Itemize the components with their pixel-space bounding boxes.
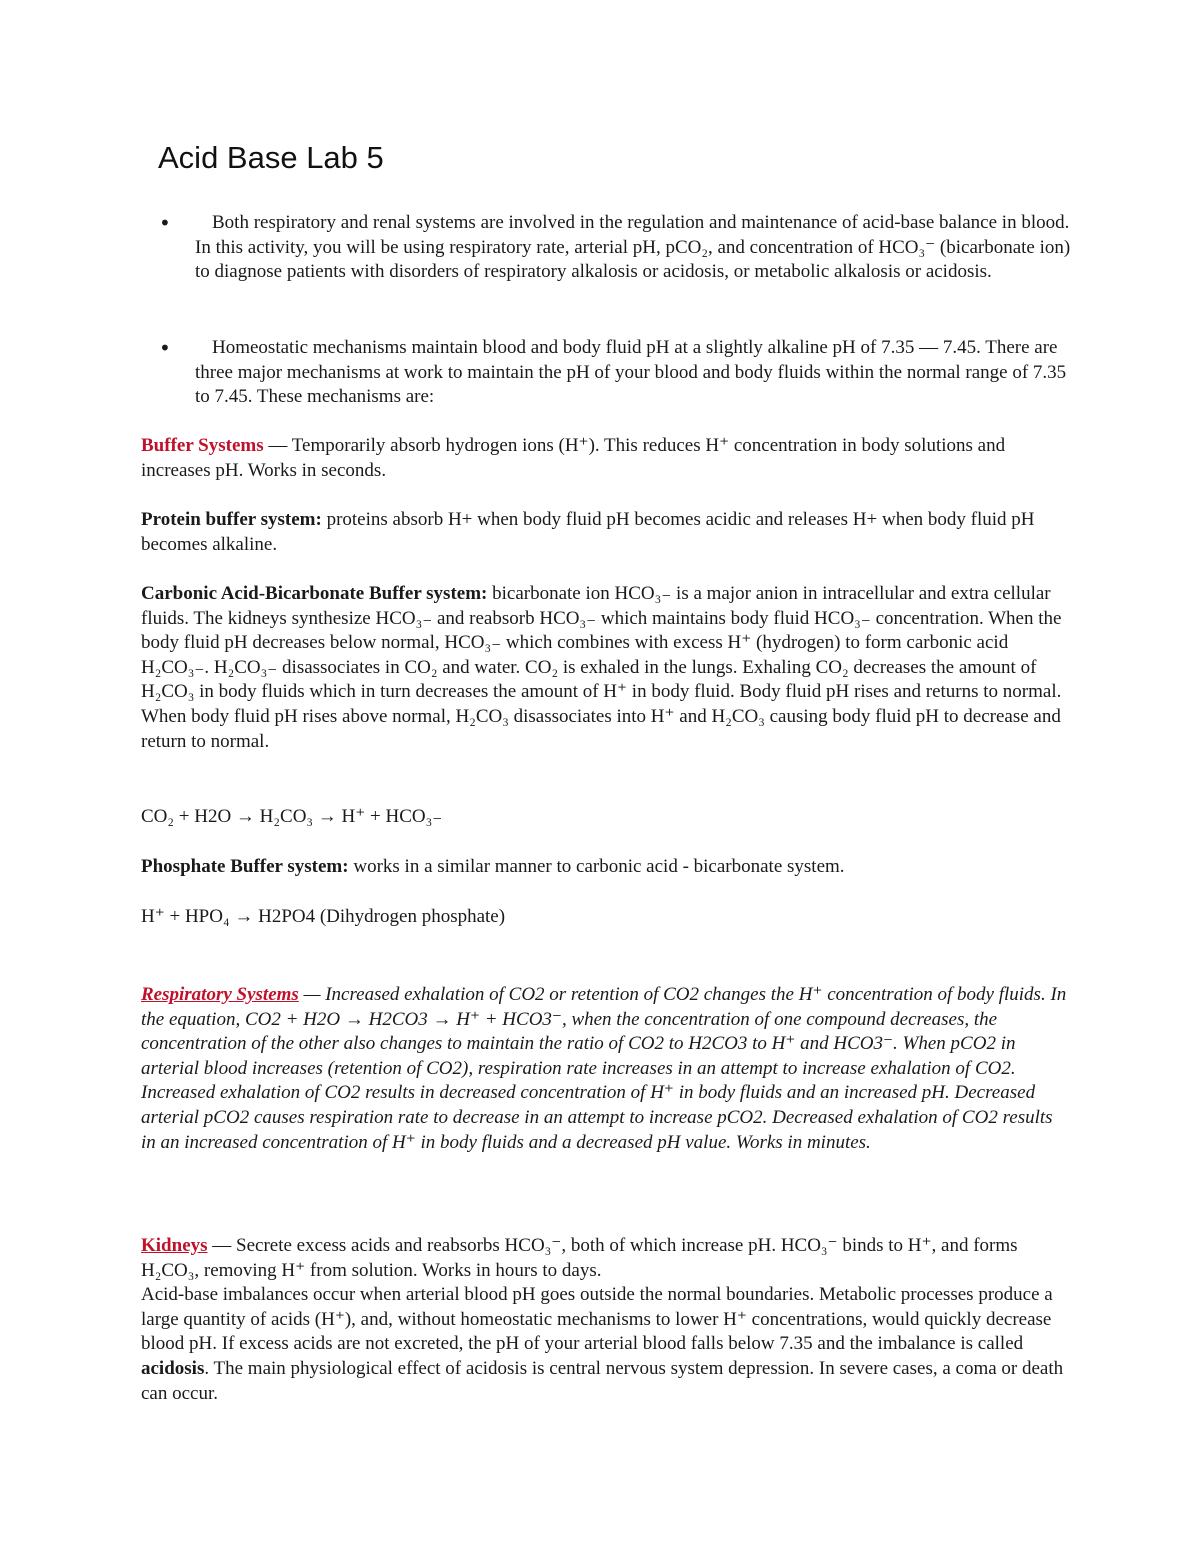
buffer-systems-paragraph xyxy=(141,434,1071,483)
acidosis-term: acidosis xyxy=(141,1357,205,1379)
bullet-item-1 xyxy=(159,211,1075,285)
bullet-icon: • xyxy=(159,211,171,235)
bullet-text: Both respiratory and renal systems are involved in the regulation and maintenance of acid-base balance in blood. In this activity, you will be using respiratory rate, arterial pH, pCO₂, and concentration of HCO₃⁻ (bicarbonate ion) to diagnose patients with disorders of respiratory alkalosis or acidosis, or metabolic alkalosis or acidosis. xyxy=(195,212,1071,283)
buffer-systems-text: — Temporarily absorb hydrogen ions (H⁺). This reduces H⁺ concentration in body solutions and increases pH. Works in seconds. xyxy=(141,435,1006,481)
phosphate-buffer-paragraph xyxy=(141,855,1071,880)
phosphate-buffer-heading: Phosphate Buffer system: xyxy=(141,856,349,877)
protein-buffer-text: proteins absorb H+ when body fluid pH becomes acidic and releases H+ when body fluid pH becomes alkaline. xyxy=(141,509,1035,555)
protein-buffer-paragraph xyxy=(141,508,1071,557)
carbonic-buffer-paragraph xyxy=(141,582,1071,754)
protein-buffer-heading: Protein buffer system: xyxy=(141,509,322,530)
carbonic-buffer-text: bicarbonate ion HCO₃₋ is a major anion in intracellular and extra cellular fluids. The kidneys synthesize HCO₃₋ and reabsorb HCO₃₋ which maintains body fluid HCO₃₋ concentration. When the body fluid pH decreases below normal, HCO₃₋ which combines with excess H⁺ (hydrogen) to form carbonic acid H₂CO₃₋. H₂CO₃₋ disassociates in CO₂ and water. CO₂ is exhaled in the lungs. Exhaling CO₂ decreases the amount of H₂CO₃ in body fluids which in turn decreases the amount of H⁺ in body fluid. Body fluid pH rises and returns to normal. When body fluid pH rises above normal, H₂CO₃ disassociates into H⁺ and H₂CO₃ causing body fluid pH to decrease and return to normal. xyxy=(141,583,1062,752)
kidneys-text: — Secrete excess acids and reabsorbs HCO₃⁻, both of which increase pH. HCO₃⁻ binds to H⁺, and forms H₂CO₃, removing H⁺ from solution. Works in hours to days. xyxy=(141,1235,1018,1281)
carbonic-buffer-heading: Carbonic Acid-Bicarbonate Buffer system: xyxy=(141,583,488,604)
bullet-item-2 xyxy=(159,336,1075,410)
carbonic-equation: CO₂ + H2O → H₂CO₃ → H⁺ + HCO₃₋ xyxy=(141,806,443,827)
respiratory-systems-text: — Increased exhalation of CO2 or retention of CO2 changes the H⁺ concentration of body fluids. In the equation, CO2 + H2O → H2CO3 → H⁺ + HCO3⁻, when the concentration of one compound decreases, the concentration of the other also changes to maintain the ratio of CO2 to H2CO3 to H⁺ and HCO3⁻. When pCO2 in arterial blood increases (retention of CO2), respiration rate increases in an attempt to increase exhalation of CO2. Increased exhalation of CO2 results in decreased concentration of H⁺ in body fluids and an increased pH. Decreased arterial pCO2 causes respiration rate to decrease in an attempt to increase pCO2. Decreased exhalation of CO2 results in an increased concentration of H⁺ in body fluids and a decreased pH value. Works in minutes. xyxy=(141,984,1067,1153)
imbalance-text-end: . The main physiological effect of acidosis is central nervous system depression. In severe cases, a coma or death can occur. xyxy=(141,1357,1064,1404)
bullet-text: Homeostatic mechanisms maintain blood and body fluid pH at a slightly alkaline pH of 7.35 — 7.45. There are three major mechanisms at work to maintain the pH of your blood and body fluids within the normal range of 7.35 to 7.45. These mechanisms are: xyxy=(195,337,1067,408)
kidneys-paragraph xyxy=(141,1234,1071,1406)
kidneys-heading: Kidneys xyxy=(141,1235,208,1256)
buffer-systems-heading: Buffer Systems xyxy=(141,435,264,456)
bullet-icon: • xyxy=(159,336,171,360)
respiratory-systems-paragraph xyxy=(141,983,1071,1155)
phosphate-buffer-text: works in a similar manner to carbonic acid - bicarbonate system. xyxy=(348,856,845,877)
phosphate-equation: H⁺ + HPO₄ → H2PO4 (Dihydrogen phosphate) xyxy=(141,906,506,927)
imbalance-text: Acid-base imbalances occur when arterial blood pH goes outside the normal boundaries. Metabolic processes produce a large quantity of acids (H⁺), and, without homeostatic mechanisms to lower H⁺ concentrations, would quickly decrease blood pH. If excess acids are not excreted, the pH of your arterial blood falls below 7.35 and the imbalance is called xyxy=(141,1284,1053,1355)
respiratory-systems-heading: Respiratory Systems xyxy=(141,984,299,1005)
page-title: Acid Base Lab 5 xyxy=(158,140,384,175)
